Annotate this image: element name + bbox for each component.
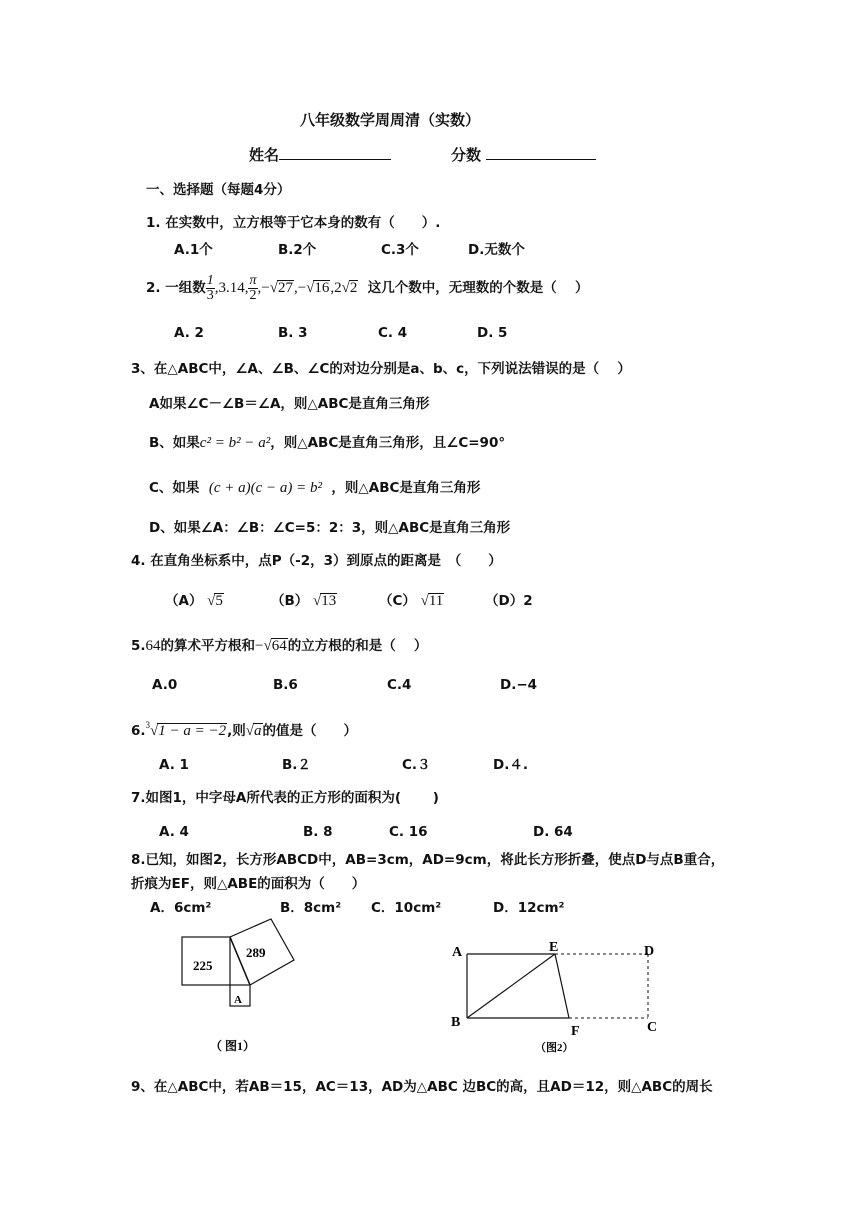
fig1-caption: （ 图1） — [210, 1039, 256, 1053]
q1-option-a: A.1个 — [174, 242, 213, 258]
q7-stem: 7.如图1，中字母A所代表的正方形的面积为( ) — [131, 790, 439, 806]
q5-option-c: C.4 — [387, 677, 412, 693]
q3-c-equation: (c + a)(c − a) = b² — [208, 480, 322, 496]
q4-option-a: （A） √5 — [165, 593, 223, 609]
q1-stem: 1. 在实数中，立方根等于它本身的数有（ ）. — [146, 215, 441, 231]
q6-option-c: C.３ — [402, 757, 431, 773]
q7-option-b: B. 8 — [303, 824, 333, 840]
name-label: 姓名 — [249, 146, 280, 164]
q8-stem-line1: 8.已知，如图2，长方形ABCD中，AB=3cm，AD=9cm，将此长方形折叠，使点D与点B重合， — [131, 852, 725, 868]
q2-root-2: 2 — [349, 280, 358, 296]
q2-text-2: ,− — [257, 280, 270, 296]
name-field — [249, 145, 391, 164]
fig2-label-f: F — [571, 1024, 580, 1039]
q6-equation: 1 − a = −2 — [158, 723, 227, 739]
q2-root-27: 27 — [277, 280, 293, 296]
q5-option-b: B.6 — [273, 677, 298, 693]
q3-stem: 3、在△ABC中，∠A、∠B、∠C的对边分别是a、b、c，下列说法错误的是（ ） — [131, 361, 631, 377]
q1-option-d: D.无数个 — [468, 242, 525, 258]
fig2-caption: （图2） — [535, 1042, 574, 1054]
score-label: 分数 — [451, 146, 482, 164]
q3-option-c: C、如果 (c + a)(c − a) = b² ，则△ABC是直角三角形 — [149, 480, 481, 496]
q6-option-b: B.２ — [282, 757, 311, 773]
q2-option-a: A. 2 — [174, 325, 204, 341]
q8-option-b: B．8cm² — [280, 900, 342, 916]
q8-option-d: D．12cm² — [493, 900, 565, 916]
q2-text-3: ,− — [293, 280, 307, 296]
q2-fraction-1: $\frac{1}{3}$ — [206, 272, 214, 303]
figure-2 — [445, 935, 675, 1060]
q3-b-equation: c² = b² − a² — [199, 435, 271, 451]
section-heading: 一、选择题（每题4分） — [146, 182, 291, 198]
q5-option-d: D.−4 — [500, 677, 538, 693]
q5-stem: 5.64的算术平方根和−√64的立方根的和是（ ） — [131, 638, 428, 654]
q1-option-b: B.2个 — [278, 242, 317, 258]
q7-option-d: D. 64 — [533, 824, 573, 840]
q2-stem: 2. 一组数 $\frac{1}{3}$ ,3.14, $\frac{\pi}{2}$ ,−√27,−√16,2√2 这几个数中，无理数的个数是（ ） — [146, 272, 589, 303]
q4-stem: 4. 在直角坐标系中，点P（-2，3）到原点的距离是 （ ） — [131, 553, 502, 569]
q4-option-c: （C） √11 — [379, 593, 444, 609]
fig1-label-289: 289 — [246, 945, 266, 960]
fig2-label-e: E — [549, 940, 559, 955]
q1-option-c: C.3个 — [381, 242, 419, 258]
q6-option-a: A. 1 — [159, 757, 189, 773]
q2-fraction-pi: $\frac{\pi}{2}$ — [249, 272, 257, 303]
q5-option-a: A.0 — [152, 677, 178, 693]
q4-option-b: （B） √13 — [271, 593, 337, 609]
q7-option-c: C. 16 — [389, 824, 428, 840]
fig2-label-c: C — [647, 1020, 658, 1035]
q2-text-1: ,3.14, — [214, 280, 249, 296]
q3-option-a: A如果∠C－∠B＝∠A，则△ABC是直角三角形 — [149, 396, 430, 412]
q2-option-b: B. 3 — [278, 325, 308, 341]
fig1-label-a: A — [234, 994, 242, 1006]
q8-stem-line2: 折痕为EF，则△ABE的面积为（ ） — [131, 876, 366, 892]
score-blank — [486, 145, 596, 160]
q2-option-d: D. 5 — [477, 325, 508, 341]
q2-text-4: ,2 — [330, 280, 342, 296]
fig2-label-d: D — [644, 944, 655, 959]
q2-option-c: C. 4 — [378, 325, 408, 341]
fig2-line-ef — [555, 954, 569, 1018]
fig2-label-a: A — [452, 945, 463, 960]
q8-option-a: A．6cm² — [150, 900, 212, 916]
fig1-label-225: 225 — [193, 958, 213, 973]
q9-stem: 9、在△ABC中，若AB＝15，AC＝13，AD为△ABC 边BC的高，且AD＝12，则△ABC的周长 — [131, 1079, 713, 1095]
fig2-line-be — [467, 954, 555, 1018]
q7-option-a: A. 4 — [159, 824, 189, 840]
q3-option-d: D、如果∠A：∠B：∠C=5：2：3，则△ABC是直角三角形 — [149, 520, 511, 536]
score-field — [451, 145, 596, 164]
q6-stem: 6.$^3$√1 − a = −2,则√a的值是（ ） — [131, 720, 358, 739]
q2-prefix: 2. 一组数 — [146, 280, 206, 296]
name-blank — [279, 145, 391, 160]
q3-option-b: B、如果c² = b² − a²，则△ABC是直角三角形，且∠C=90° — [149, 435, 506, 451]
q8-option-c: C．10cm² — [371, 900, 442, 916]
q6-option-d: D.４. — [493, 757, 528, 773]
page-title: 八年级数学周周清（实数） — [300, 111, 481, 129]
fig2-label-b: B — [451, 1015, 461, 1030]
q2-suffix: 这几个数中，无理数的个数是（ ） — [367, 280, 589, 296]
figure-1 — [170, 910, 310, 1060]
q4-option-d: （D）2 — [485, 593, 533, 609]
q2-root-16: 16 — [314, 280, 330, 296]
